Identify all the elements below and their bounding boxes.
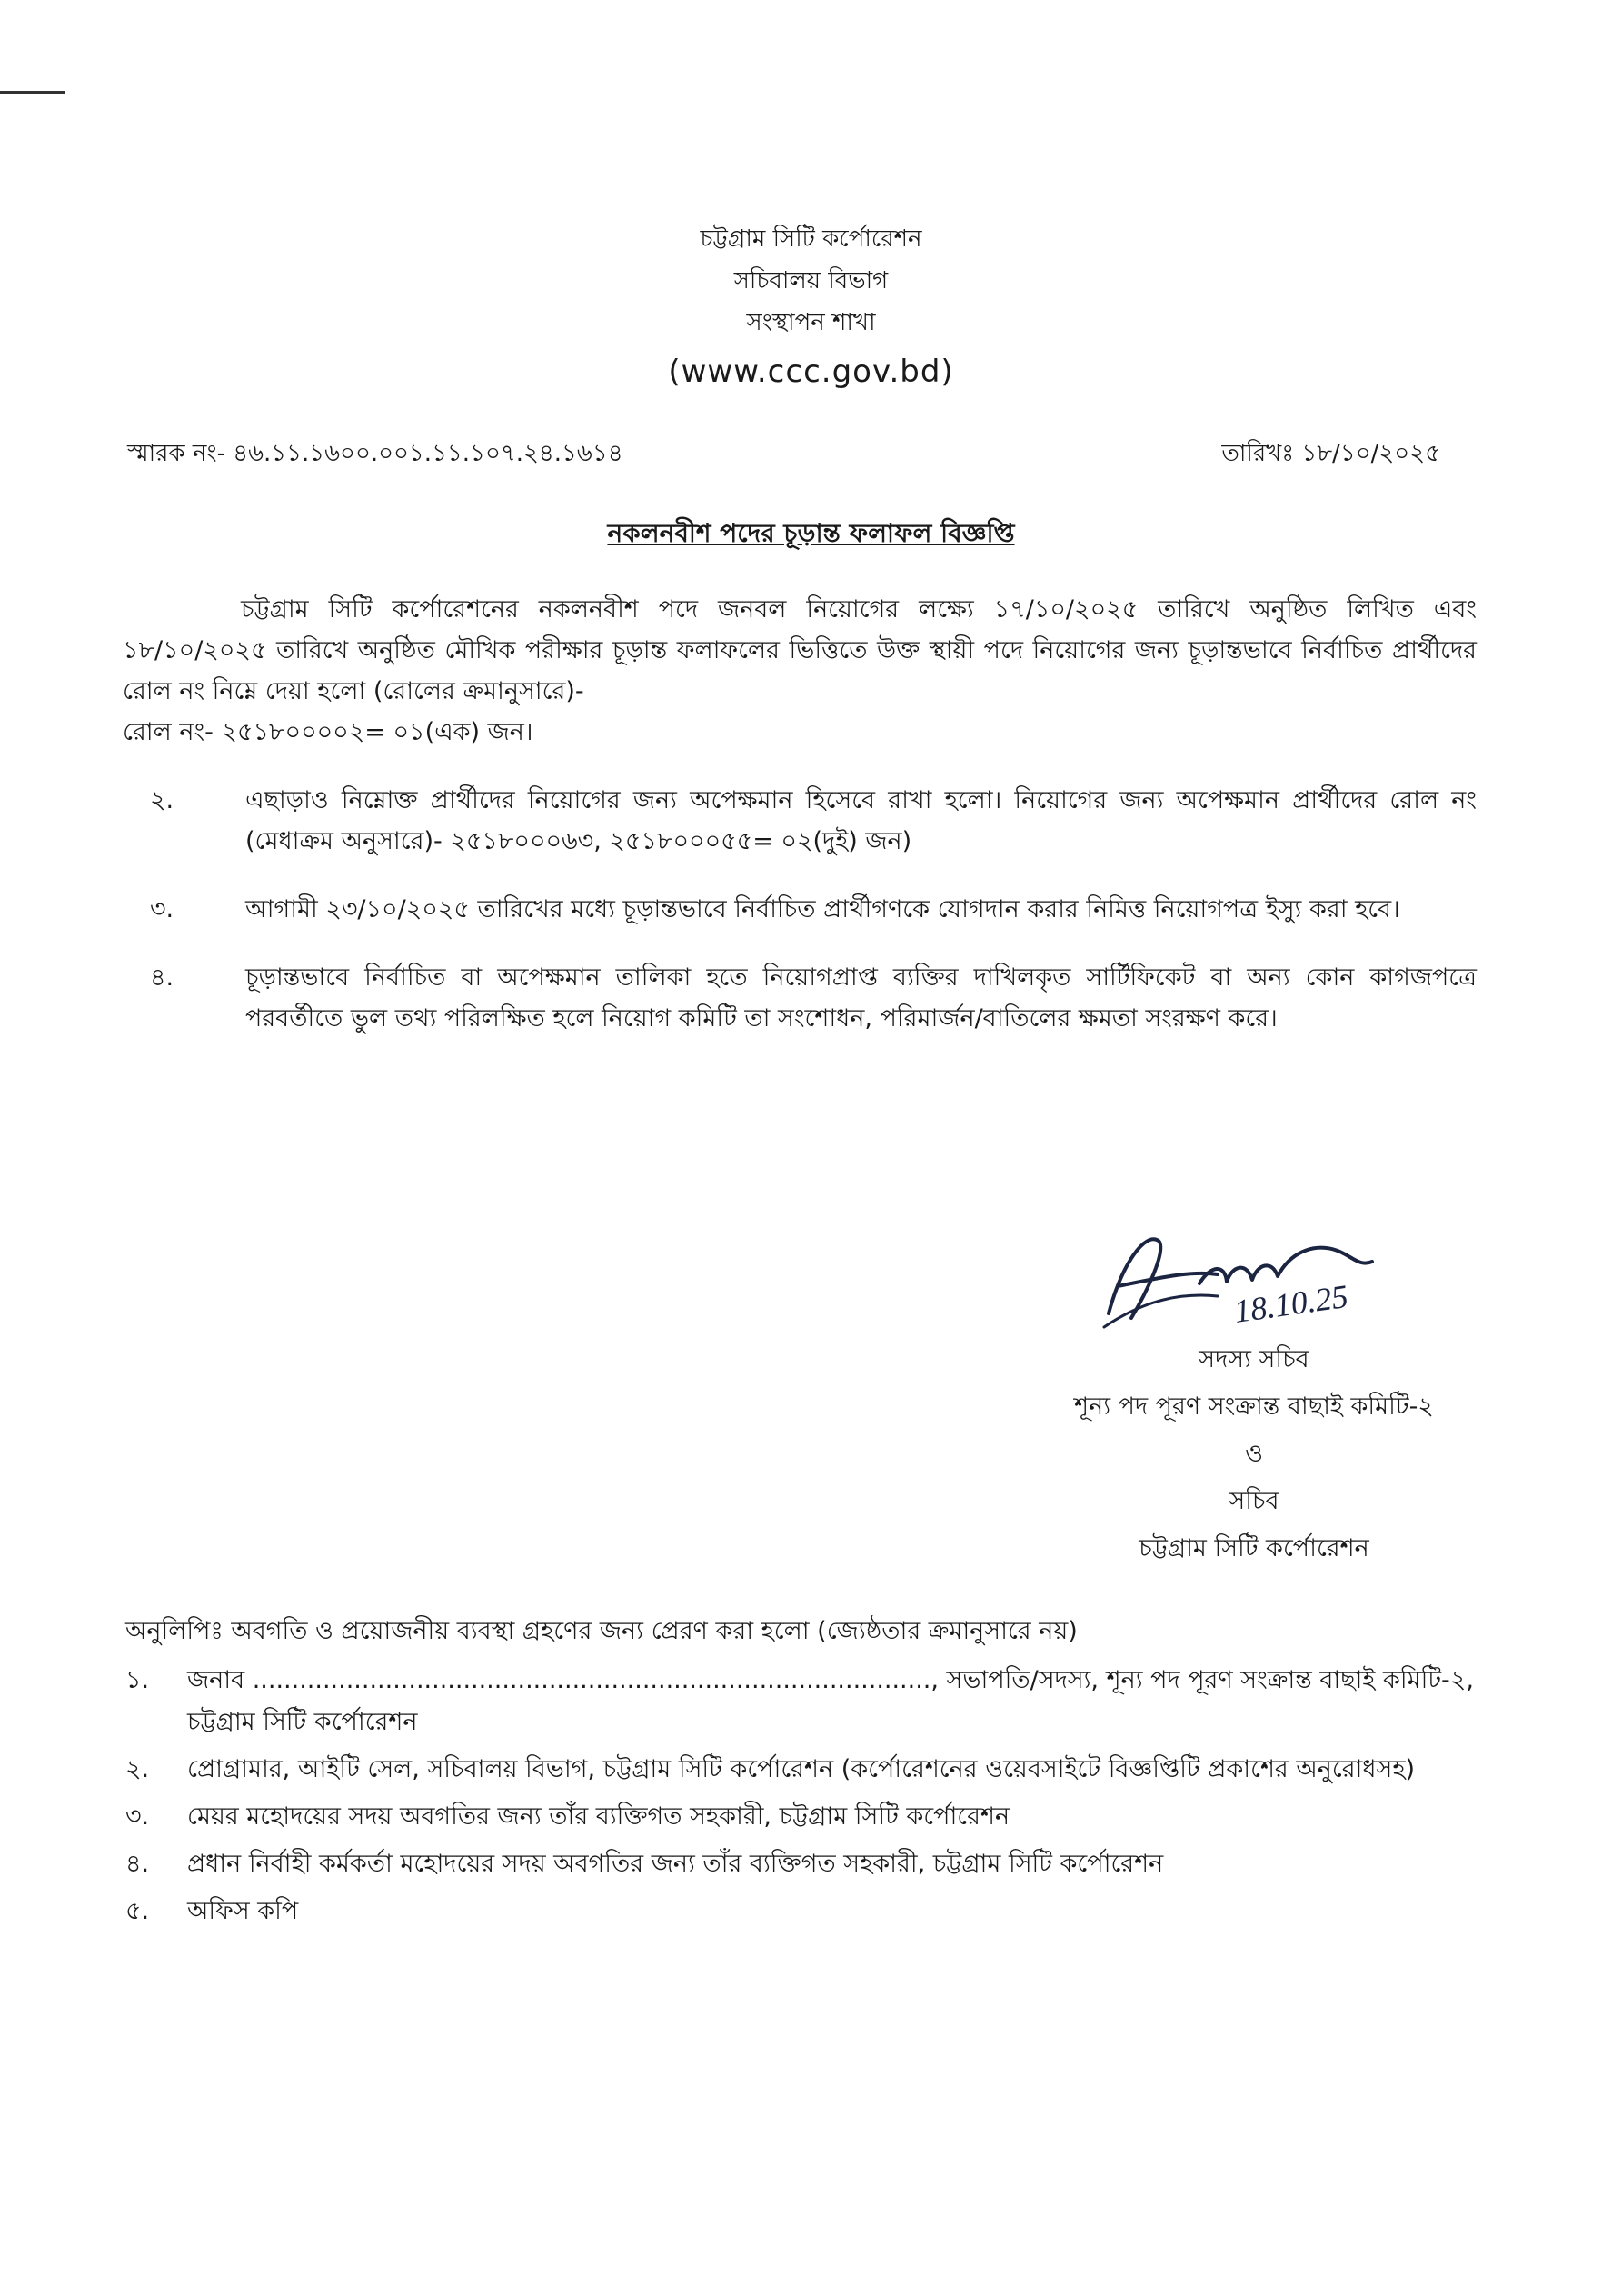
department-name: সচিবালয় বিভাগ <box>733 267 889 294</box>
cc-item <box>125 1796 1488 1838</box>
cc-item <box>125 1891 1488 1932</box>
signature-date: 18.10.25 <box>1231 1277 1350 1330</box>
list-item <box>123 957 1477 1039</box>
cc-text: জনাব ......................................................................................., সভাপতি/সদস্য, শূন্য পদ পূরণ সংক্রান্ত বাছাই কমিটি-২, চট্টগ্রাম সিটি কর্পোরেশন <box>187 1666 1474 1736</box>
item-number: ৪. <box>150 963 174 992</box>
item-text: আগামী ২৩/১০/২০২৫ তারিখের মধ্যে চূড়ান্তভাবে নির্বাচিত প্রার্থীগণকে যোগদান করার নিমিত্ত নিয়োগপত্র ইস্যু করা হবে। <box>245 895 1400 923</box>
signatory-committee: শূন্য পদ পূরণ সংক্রান্ত বাছাই কমিটি-২ <box>1074 1393 1434 1421</box>
cc-intro: অনুলিপিঃ অবগতি ও প্রয়োজনীয় ব্যবস্থা গ্রহণের জন্য প্রেরণ করা হলো (জ্যেষ্ঠতার ক্রমানুসারে নয়) <box>125 1617 1078 1645</box>
signatory-title: সচিব <box>1229 1487 1279 1515</box>
list-item <box>123 889 1477 930</box>
cc-text: প্রোগ্রামার, আইটি সেল, সচিবালয় বিভাগ, চট্টগ্রাম সিটি কর্পোরেশন (কর্পোরেশনের ওয়েবসাইটে বিজ্ঞপ্তিটি প্রকাশের অনুরোধসহ) <box>187 1755 1416 1783</box>
cc-number: ৪. <box>125 1850 150 1878</box>
selected-roll: রোল নং- ২৫১৮০০০০২= ০১(এক) জন। <box>123 718 533 746</box>
memo-number: স্মারক নং- ৪৬.১১.১৬০০.০০১.১১.১০৭.২৪.১৬১৪ <box>127 440 623 467</box>
list-item <box>123 780 1477 862</box>
cc-text: অফিস কপি <box>187 1897 299 1925</box>
copy-distribution <box>125 1611 1488 1938</box>
cc-item <box>125 1843 1488 1885</box>
cc-number: ৫. <box>125 1897 150 1925</box>
memo-date: তারিখঃ ১৮/১০/২০২৫ <box>1221 440 1440 467</box>
handwritten-signature <box>1090 1209 1408 1345</box>
item-text: এছাড়াও নিম্নোক্ত প্রার্থীদের নিয়োগের জন্য অপেক্ষমান হিসেবে রাখা হলো। নিয়োগের জন্য অপেক্ষমান প্রার্থীদের রোল নং (মেধাক্রম অনুসারে)- ২৫১৮০০০৬৩, ২৫১৮০০০৫৫= ০২(দুই) জন) <box>245 786 1477 855</box>
org-name: চট্টগ্রাম সিটি কর্পোরেশন <box>700 225 922 253</box>
intro-paragraph: চট্টগ্রাম সিটি কর্পোরেশনের নকলনবীশ পদে জনবল নিয়োগের লক্ষ্যে ১৭/১০/২০২৫ তারিখে অনুষ্ঠিত লিখিত এবং ১৮/১০/২০২৫ তারিখে অনুষ্ঠিত মৌখিক পরীক্ষার চূড়ান্ত ফলাফলের ভিত্তিতে উক্ত স্থায়ী পদে নিয়োগের জন্য চূড়ান্তভাবে নির্বাচিত প্রার্থীদের রোল নং নিম্নে দেয়া হলো (রোলের ক্রমানুসারে)- <box>123 595 1477 705</box>
website-link[interactable]: (www.ccc.gov.bd) <box>668 354 954 390</box>
cc-number: ২. <box>125 1755 150 1783</box>
notice-body <box>123 589 1477 1066</box>
signatory-block <box>1000 1336 1508 1572</box>
cc-item <box>125 1749 1488 1791</box>
notice-title: নকলনবীশ পদের চূড়ান্ত ফলাফল বিজ্ঞপ্তি <box>607 518 1015 548</box>
cc-text: মেয়র মহোদয়ের সদয় অবগতির জন্য তাঁর ব্যক্তিগত সহকারী, চট্টগ্রাম সিটি কর্পোরেশন <box>187 1802 1010 1831</box>
scan-edge-mark <box>0 91 65 94</box>
item-number: ৩. <box>150 895 174 923</box>
conjunction: ও <box>1245 1440 1263 1468</box>
signatory-org: চট্টগ্রাম সিটি কর্পোরেশন <box>1139 1534 1369 1562</box>
branch-name: সংস্থাপন শাখা <box>746 309 876 336</box>
signatory-designation: সদস্য সচিব <box>1199 1345 1309 1373</box>
cc-number: ১. <box>125 1666 150 1694</box>
cc-item <box>125 1660 1488 1743</box>
item-text: চূড়ান্তভাবে নির্বাচিত বা অপেক্ষমান তালিকা হতে নিয়োগপ্রাপ্ত ব্যক্তির দাখিলকৃত সার্টিফিকেট বা অন্য কোন কাগজপত্রে পরবর্তীতে ভুল তথ্য পরিলক্ষিত হলে নিয়োগ কমিটি তা সংশোধন, পরিমার্জন/বাতিলের ক্ষমতা সংরক্ষণ করে। <box>245 963 1477 1033</box>
item-number: ২. <box>150 786 174 814</box>
letterhead <box>0 218 1622 396</box>
cc-text: প্রধান নির্বাহী কর্মকর্তা মহোদয়ের সদয় অবগতির জন্য তাঁর ব্যক্তিগত সহকারী, চট্টগ্রাম সিটি কর্পোরেশন <box>187 1850 1164 1878</box>
cc-number: ৩. <box>125 1802 150 1831</box>
